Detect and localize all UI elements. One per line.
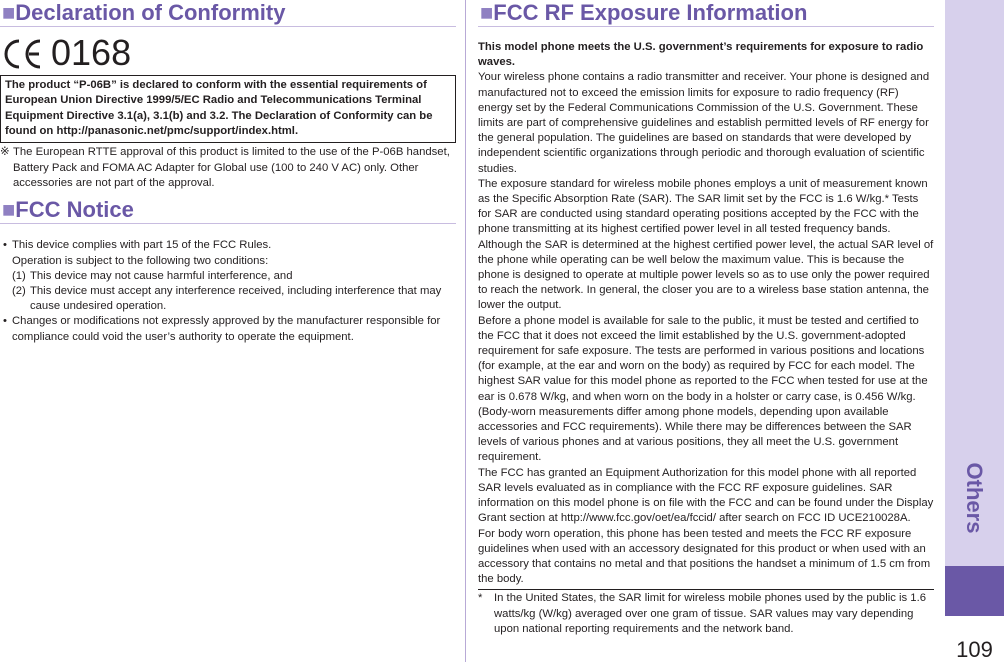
footnote-asterisk: * — [478, 592, 483, 605]
declaration-heading-text: Declaration of Conformity — [15, 0, 286, 25]
footnote — [478, 589, 934, 637]
rf-paragraph-4: The FCC has granted an Equipment Authorization for this model phone with all reported SAR levels evaluated as in compliance with the FCC RF exposure guidelines. SAR information on this model phone is on file with the FCC and can be found under the Display Grant section at http://www.fcc.gov/oet/ea/fccid/ after search on FCC ID UCE210028A. — [478, 466, 934, 525]
rf-paragraph-3: Before a phone model is available for sale to the public, it must be tested and certified to the FCC that it does not exceed the limit established by the U.S. government-adopted requirement for safe exposure. The tests are performed in various positions and locations (for example, at the ear and worn on the body) as required by FCC for each model. The highest SAR value for this model phone as reported to the FCC when tested for use at the ear is 0.678 W/kg, and when worn on the body in a holster or carry case, is 0.456 W/kg. (Body-worn measurements differ among phone models, depending upon available accessories and FCC requirements). While there may be differences between the SAR levels of various phones and at various positions, they all meet the U.S. government requirement. — [478, 314, 928, 464]
condition-1 — [12, 269, 456, 284]
condition-1-number: (1) — [12, 269, 26, 282]
heading-square-icon: ■ — [480, 0, 494, 25]
bullet1-line2: Operation is subject to the following two conditions: — [12, 254, 269, 267]
rf-exposure-heading-text: FCC RF Exposure Information — [493, 0, 808, 25]
bullet1-line1: This device complies with part 15 of the FCC Rules. — [12, 239, 272, 252]
footnote-text: In the United States, the SAR limit for wireless mobile phones used by the public is 1.6 watts/kg (W/kg) averaged over one gram of tissue. SAR values may vary depending upon national reporting requirements and the network band. — [494, 592, 927, 636]
condition-2-number: (2) — [12, 285, 26, 298]
left-column — [0, 0, 456, 345]
rf-paragraph-2: The exposure standard for wireless mobile phones employs a unit of measurement known as the Specific Absorption Rate (SAR). The SAR limit set by the FCC is 1.6 W/kg.* Tests for SAR are conducted using standard operating positions accepted by the FCC with the phone transmitting at its highest certified power level in all tested frequency bands. Although the SAR is determined at the highest certified power level, the actual SAR level of the phone while operating can be well below the maximum value. This is because the phone is designed to operate at multiple power levels so as to use only the power required to reach the network. In general, the closer you are to a wireless base station antenna, the lower the output. — [478, 177, 934, 312]
conformity-box: The product “P-06B” is declared to conform with the essential requirements of European Union Directive 1999/5/EC Radio and Telecommunications Terminal Equipment Directive 3.1(a), 3.1(b) and 3.2. The Declaration of Conformity can be found on http://panasonic.net/pmc/support/index.html. — [0, 75, 456, 143]
ce-mark-row — [0, 32, 456, 75]
list-item — [0, 238, 456, 314]
list-item — [0, 314, 456, 344]
condition-2-text: This device must accept any interference received, including interference that may cause undesired operation. — [30, 285, 442, 313]
section-label: Others — [962, 462, 987, 534]
rf-paragraph-1: Your wireless phone contains a radio transmitter and receiver. Your phone is designed and manufactured not to exceed the emission limits for exposure to radio frequency (RF) energy set by the Federal Communications Commission of the U.S. Government. These limits are part of comprehensive guidelines and establish permitted levels of RF energy for the general population. The guidelines are based on standards that were developed by independent scientific organizations through periodic and thorough evaluation of scientific studies. — [478, 71, 930, 175]
column-divider — [465, 0, 466, 662]
right-column — [478, 0, 934, 638]
heading-square-icon: ■ — [2, 0, 16, 25]
rf-lead-paragraph: This model phone meets the U.S. government’s requirements for exposure to radio waves. — [478, 41, 924, 69]
ce-number: 0168 — [51, 32, 132, 73]
fcc-notice-heading-text: FCC Notice — [15, 197, 134, 223]
reference-mark-icon: ※ — [0, 146, 10, 159]
condition-2 — [12, 284, 456, 314]
condition-1-text: This device may not cause harmful interference, and — [30, 269, 293, 282]
fcc-notice-heading — [0, 197, 456, 224]
fcc-notice-list — [0, 238, 456, 344]
ce-mark-icon — [0, 37, 44, 71]
rf-paragraph-5: For body worn operation, this phone has been tested and meets the FCC RF exposure guidelines when used with an accessory designated for this product or when used with an accessory that contains no metal and that positions the handset a minimum of 1.5 cm from the body. — [478, 527, 931, 586]
rf-exposure-heading — [478, 0, 934, 27]
bullet2-text: Changes or modifications not expressly approved by the manufacturer responsible for compliance could void the user’s authority to operate the equipment. — [12, 315, 441, 343]
section-side-tab-marker — [945, 566, 1004, 616]
bullet-icon: • — [3, 315, 7, 328]
bullet-icon: • — [3, 239, 7, 252]
rtte-note — [0, 145, 456, 191]
rtte-note-text: The European RTTE approval of this product is limited to the use of the P-06B handset, Battery Pack and FOMA AC Adapter for Global use (100 to 240 V AC) only. Other accessories are not part of the approval. — [13, 146, 450, 189]
declaration-heading — [0, 0, 456, 27]
page-number: 109 — [956, 637, 993, 662]
heading-square-icon: ■ — [2, 197, 16, 223]
